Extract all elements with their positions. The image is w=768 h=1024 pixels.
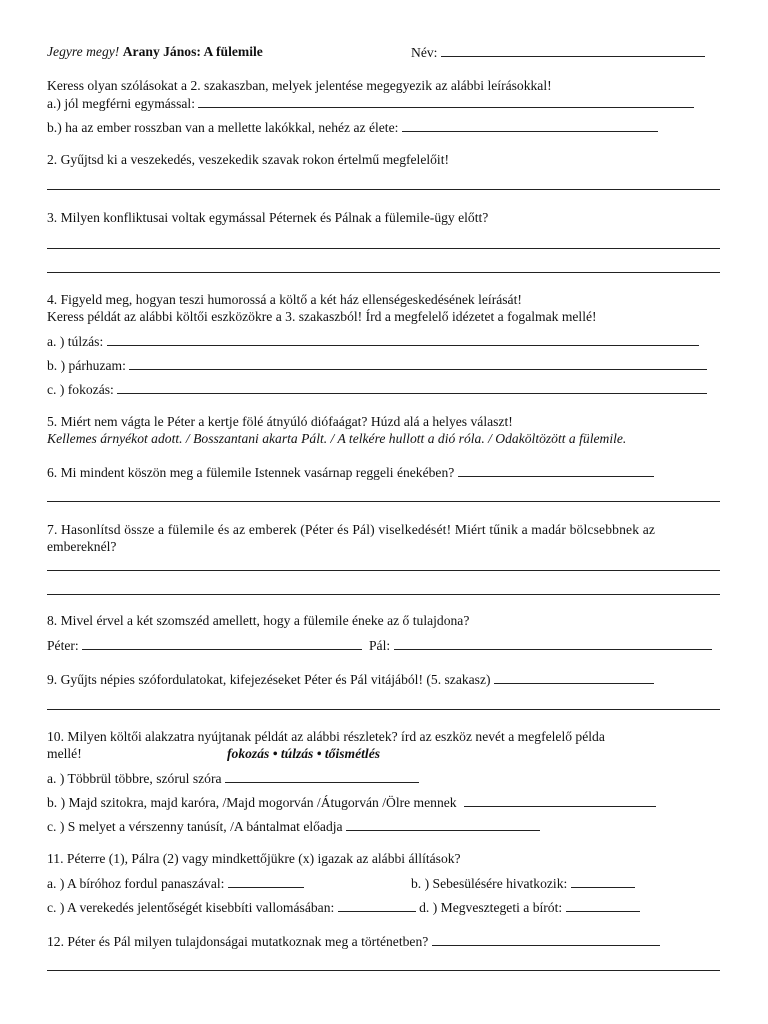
q12-text: 12. Péter és Pál milyen tulajdonságai mutatkoznak meg a történetben? bbox=[47, 934, 429, 949]
q9-input[interactable] bbox=[494, 671, 654, 684]
intro-b-row bbox=[47, 119, 658, 136]
intro-a-label: a.) jól megférni egymással: bbox=[47, 96, 195, 111]
q10-a-input[interactable] bbox=[225, 770, 419, 783]
worksheet-header bbox=[47, 44, 263, 60]
q6-answer-line[interactable] bbox=[47, 501, 720, 502]
q10-b-label: b. ) Majd szitokra, majd karóra, /Majd mogorván /Átugorván /Ölre mennek bbox=[47, 795, 457, 810]
q4-c-label: c. ) fokozás: bbox=[47, 382, 114, 397]
q4-text-1: 4. Figyeld meg, hogyan teszi humorossá a költő a két ház ellenségeskedésének leírását! bbox=[47, 292, 522, 307]
q7-answer-line-1[interactable] bbox=[47, 570, 720, 571]
intro-b-label: b.) ha az ember rosszban van a mellette lakókkal, nehéz az élete: bbox=[47, 120, 399, 135]
q10-b-row bbox=[47, 794, 656, 811]
q10-c-label: c. ) S melyet a vérszenny tanúsít, /A bántalmat előadja bbox=[47, 819, 343, 834]
q6-input[interactable] bbox=[458, 464, 654, 477]
q11-a-row bbox=[47, 875, 304, 892]
q8-peter-row bbox=[47, 637, 362, 654]
q2-answer-line[interactable] bbox=[47, 189, 720, 190]
q8-text: 8. Mivel érvel a két szomszéd amellett, hogy a fülemile éneke az ő tulajdona? bbox=[47, 613, 470, 628]
q5-text: 5. Miért nem vágta le Péter a kertje fölé átnyúló diófaágat? Húzd alá a helyes választ! bbox=[47, 414, 513, 429]
q10-b-input[interactable] bbox=[464, 794, 656, 807]
q11-b-label: b. ) Sebesülésére hivatkozik: bbox=[411, 876, 568, 891]
q3-answer-line-2[interactable] bbox=[47, 272, 720, 273]
q6-text: 6. Mi mindent köszön meg a fülemile Istennek vasárnap reggeli énekében? bbox=[47, 465, 455, 480]
q4-c-input[interactable] bbox=[117, 381, 707, 394]
q9-text: 9. Gyűjts népies szófordulatokat, kifejezéseket Péter és Pál vitájából! (5. szakasz) bbox=[47, 672, 491, 687]
q10-c-row bbox=[47, 818, 540, 835]
q11-c-row bbox=[47, 899, 640, 916]
q11-a-label: a. ) A bíróhoz fordul panaszával: bbox=[47, 876, 225, 891]
q10-terms: fokozás • túlzás • tőismétlés bbox=[227, 746, 381, 761]
name-input[interactable] bbox=[441, 44, 705, 57]
q7-text-2: embereknél? bbox=[47, 539, 117, 554]
q3-answer-line-1[interactable] bbox=[47, 248, 720, 249]
intro-instruction: Keress olyan szólásokat a 2. szakaszban, melyek jelentése megegyezik az alábbi leírásokkal! bbox=[47, 78, 552, 93]
q11-d-input[interactable] bbox=[566, 899, 640, 912]
q11-c-label: c. ) A verekedés jelentőségét kisebbíti vallomásában: bbox=[47, 900, 335, 915]
name-label: Név: bbox=[411, 45, 438, 60]
q4-text-2: Keress példát az alábbi költői eszközökre a 3. szakaszból! Írd a megfelelő idézetet a fogalmak mellé! bbox=[47, 309, 597, 324]
intro-a-row bbox=[47, 95, 694, 112]
q4-b-row bbox=[47, 357, 707, 374]
header-prefix: Jegyre megy! bbox=[47, 44, 120, 59]
q8-peter-label: Péter: bbox=[47, 638, 79, 653]
q2-text: 2. Gyűjtsd ki a veszekedés, veszekedik szavak rokon értelmű megfelelőit! bbox=[47, 152, 450, 167]
q9-answer-line[interactable] bbox=[47, 709, 720, 710]
q10-c-input[interactable] bbox=[346, 818, 540, 831]
q8-pal-input[interactable] bbox=[394, 637, 712, 650]
q11-b-row bbox=[411, 875, 635, 892]
q7-text-1: 7. Hasonlítsd össze a fülemile és az emberek (Péter és Pál) viselkedését! Miért tűnik a madár bölcsebbnek az bbox=[47, 522, 656, 537]
page-title: Arany János: A fülemile bbox=[122, 44, 263, 59]
intro-a-input[interactable] bbox=[198, 95, 694, 108]
q12-answer-line[interactable] bbox=[47, 970, 720, 971]
q4-b-label: b. ) párhuzam: bbox=[47, 358, 126, 373]
q11-c-input[interactable] bbox=[338, 899, 416, 912]
q10-text-2: mellé! bbox=[47, 746, 82, 761]
q11-d-label: d. ) Megvesztegeti a bírót: bbox=[419, 900, 563, 915]
q12-input[interactable] bbox=[432, 933, 660, 946]
q5-options[interactable]: Kellemes árnyékot adott. / Bosszantani akarta Pált. / A telkére hullott a dió róla. / Odaköltözött a fülemile. bbox=[47, 431, 627, 446]
q10-a-label: a. ) Többrül többre, szórul szóra bbox=[47, 771, 222, 786]
q10-a-row bbox=[47, 770, 419, 787]
q4-a-input[interactable] bbox=[107, 333, 699, 346]
q11-text: 11. Péterre (1), Pálra (2) vagy mindkettőjükre (x) igazak az alábbi állítások? bbox=[47, 851, 461, 866]
q12-row bbox=[47, 933, 660, 950]
q8-pal-label: Pál: bbox=[369, 638, 391, 653]
q10-text-1: 10. Milyen költői alakzatra nyújtanak példát az alábbi részletek? írd az eszköz nevét a megfelelő példa bbox=[47, 729, 605, 744]
q6-row bbox=[47, 464, 654, 481]
q4-a-row bbox=[47, 333, 699, 350]
q4-a-label: a. ) túlzás: bbox=[47, 334, 104, 349]
name-row bbox=[411, 44, 705, 61]
q8-pal-row bbox=[369, 637, 712, 654]
q8-peter-input[interactable] bbox=[82, 637, 362, 650]
intro-b-input[interactable] bbox=[402, 119, 658, 132]
q4-c-row bbox=[47, 381, 707, 398]
q11-b-input[interactable] bbox=[571, 875, 635, 888]
q11-a-input[interactable] bbox=[228, 875, 304, 888]
q7-answer-line-2[interactable] bbox=[47, 594, 720, 595]
q3-text: 3. Milyen konfliktusai voltak egymással Péternek és Pálnak a fülemile-ügy előtt? bbox=[47, 210, 489, 225]
q9-row bbox=[47, 671, 654, 688]
q4-b-input[interactable] bbox=[129, 357, 707, 370]
